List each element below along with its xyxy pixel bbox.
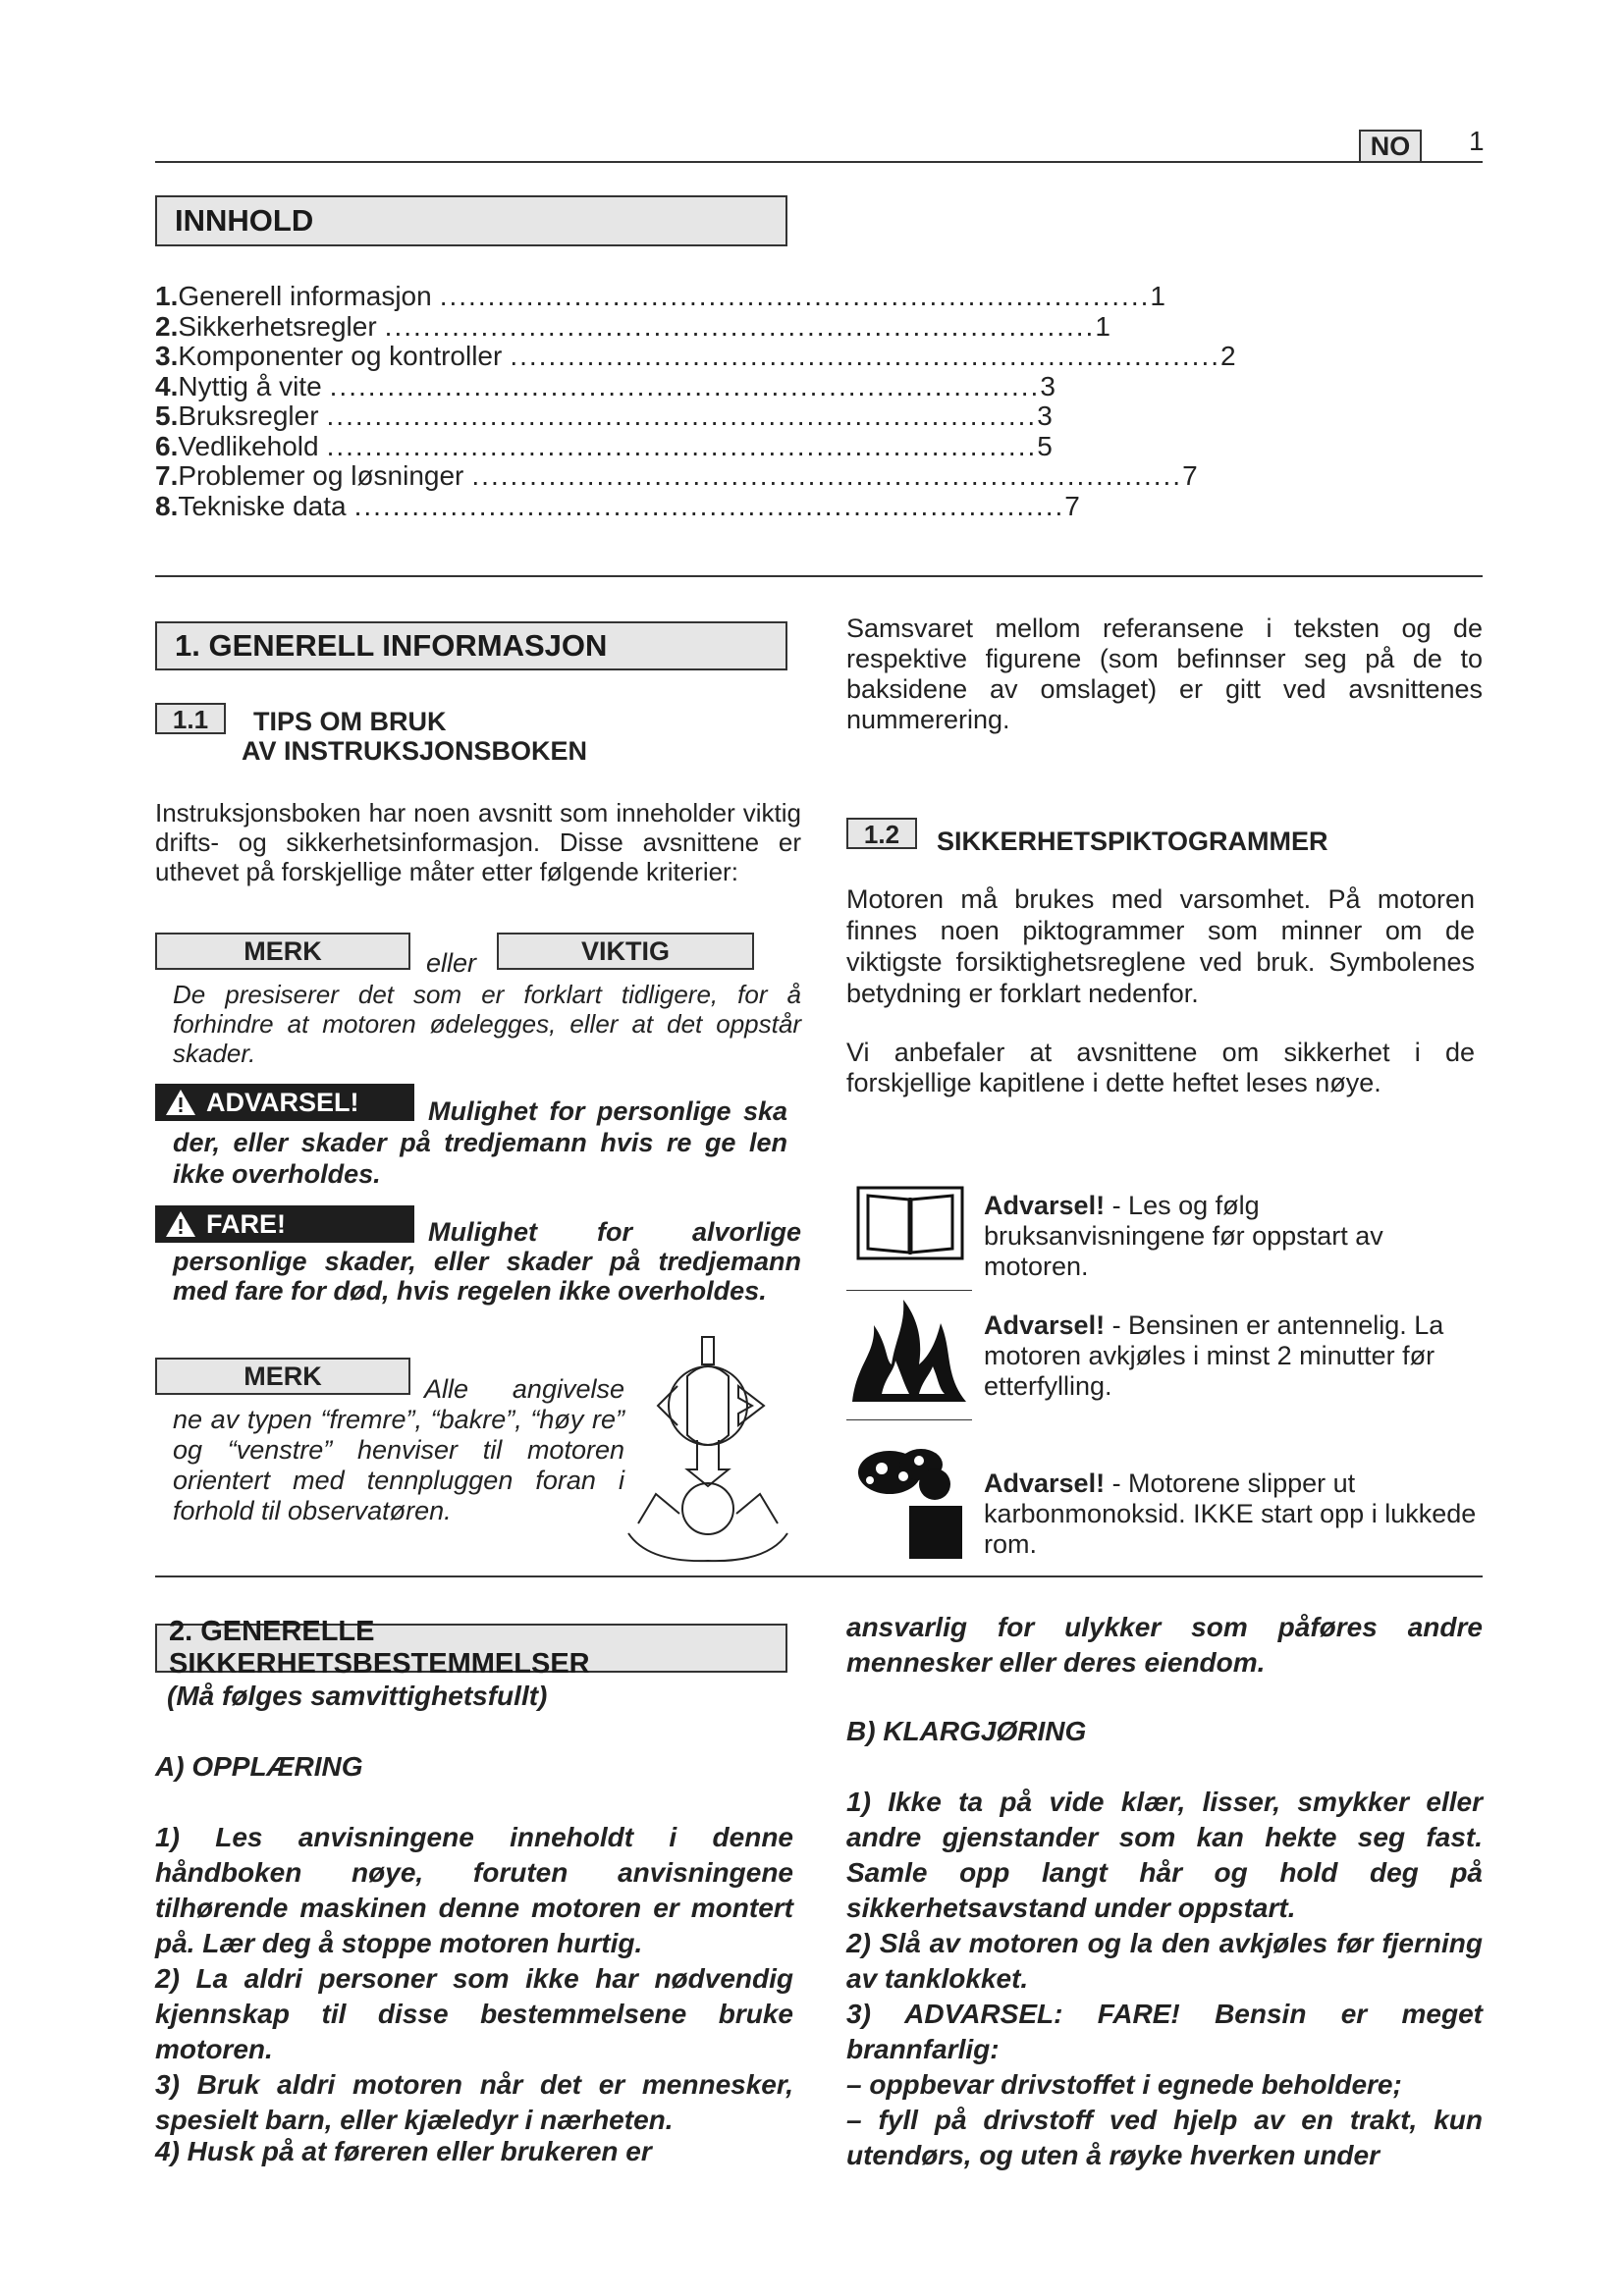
toc-item-label: Problemer og løsninger xyxy=(178,460,464,491)
toc-item-label: Bruksregler xyxy=(178,400,319,431)
pictogram-text-book xyxy=(984,1191,1483,1282)
header-rule xyxy=(155,161,1483,163)
toc-item-number: 3. xyxy=(155,341,179,371)
toc-leader-dots: .......................................................................... xyxy=(471,460,1183,491)
toc-item[interactable] xyxy=(155,310,1110,342)
merk2-label: MERK xyxy=(155,1358,410,1395)
language-badge: NO xyxy=(1359,130,1422,161)
toc-item-number: 4. xyxy=(155,370,179,401)
rule-a2: 2) La aldri personer som ikke har nødvendig kjennskap til disse bestemmelsene bruke motoren. xyxy=(155,1963,793,2064)
section-divider xyxy=(155,1575,1483,1577)
rule-a4: 4) Husk på at føreren eller brukeren er xyxy=(155,2136,652,2166)
safety-reading-advice: Vi anbefaler at avsnittene om sikkerhet i de forskjellige kapitlene i dette heftet leses nøye. xyxy=(846,1038,1475,1097)
toc-item[interactable] xyxy=(155,281,1165,311)
section-2-title: 2. GENERELLE SIKKERHETSBESTEMMELSER xyxy=(155,1624,787,1673)
heading-b-preparation: B) KLARGJØRING xyxy=(846,1716,1087,1746)
pictogram-text-exhaust xyxy=(984,1468,1483,1560)
section-divider xyxy=(155,575,1483,577)
merk-description: De presiserer det som er forklart tidligere, for å forhindre at motoren ødelegges, eller at det oppstår skader. xyxy=(173,980,801,1068)
toc-item-number: 7. xyxy=(155,460,179,491)
subsection-1-1-heading xyxy=(242,707,588,766)
orientation-note: Alle angivelse ne av typen “fremre”, “bakre”, “høy re” og “venstre” henviser til motoren orientert med tennpluggen foran i forhold til observatøren. xyxy=(173,1374,624,1525)
toc-item-page: 2 xyxy=(1220,341,1236,371)
toc-item[interactable] xyxy=(155,460,1198,491)
exhaust-person-icon xyxy=(852,1443,970,1561)
toc-leader-dots: .......................................................................... xyxy=(353,490,1065,521)
section-2-subtitle: (Må følges samvittighetsfullt) xyxy=(167,1681,548,1711)
table-of-contents xyxy=(155,281,1236,521)
pictogram-divider xyxy=(846,1290,972,1291)
toc-item-page: 1 xyxy=(1095,310,1110,342)
pictogram-divider xyxy=(846,1419,972,1420)
rule-b3a: – oppbevar drivstoffet i egnede beholdere; xyxy=(846,2069,1402,2100)
rule-b2: 2) Slå av motoren og la den avkjøles før fjerning av tanklokket. xyxy=(846,1928,1483,1994)
pictograms-intro: Motoren må brukes med varsomhet. På motoren finnes noen piktogrammer som minner om de viktigste forsiktighetsreglene ved bruk. Symbolenes betydning er forklart nedenfor. xyxy=(846,884,1475,1008)
toc-leader-dots: .......................................................................... xyxy=(510,341,1221,371)
pictogram-warning-word: Advarsel! xyxy=(984,1310,1106,1340)
rule-b3b: – fyll på drivstoff ved hjelp av en trakt, kun utendørs, og uten å røyke hverken under xyxy=(846,2105,1483,2170)
engine-orientation-icon xyxy=(619,1327,795,1563)
heading-a-training: A) OPPLÆRING xyxy=(155,1751,363,1782)
toc-item-page: 5 xyxy=(1037,430,1053,461)
toc-leader-dots: .......................................................................... xyxy=(439,281,1151,311)
toc-item-label: Sikkerhetsregler xyxy=(178,310,377,342)
figure-reference-paragraph: Samsvaret mellom referansene i teksten og de respektive figurene (som befinnser seg på de to baksidene av omslaget) er gitt ved avsnittenes nummerering. xyxy=(846,614,1483,734)
rule-a3: 3) Bruk aldri motoren når det er mennesker, spesielt barn, eller kjæledyr i nærheten. xyxy=(155,2069,793,2135)
advarsel-label-text: ADVARSEL! xyxy=(206,1087,359,1117)
toc-leader-dots: .......................................................................... xyxy=(326,430,1038,461)
page-number: 1 xyxy=(1469,126,1485,156)
toc-item-page: 1 xyxy=(1150,281,1165,311)
rule-a4-continued: ansvarlig for ulykker som påføres andre mennesker eller deres eiendom. xyxy=(846,1612,1483,1678)
toc-item[interactable] xyxy=(155,400,1053,431)
toc-item-number: 6. xyxy=(155,430,179,461)
book-icon xyxy=(856,1184,964,1262)
toc-item[interactable] xyxy=(155,430,1053,461)
toc-item-number: 2. xyxy=(155,310,179,342)
toc-leader-dots: .......................................................................... xyxy=(384,310,1096,342)
toc-item[interactable] xyxy=(155,370,1056,401)
rule-a1: 1) Les anvisningene inneholdt i denne håndboken nøye, foruten anvisningene tilhørende maskinen denne motoren er montert på. Lær deg å stoppe motoren hurtig. xyxy=(155,1822,793,1958)
toc-item[interactable] xyxy=(155,341,1236,371)
toc-item-page: 3 xyxy=(1040,370,1056,401)
viktig-label: VIKTIG xyxy=(497,933,754,970)
intro-paragraph: Instruksjonsboken har noen avsnitt som inneholder viktig drifts- og sikkerhetsinformasjon. Disse avsnittene er uthevet på forskjellige måter etter følgende kriterier: xyxy=(155,798,801,886)
toc-item-page: 7 xyxy=(1064,490,1080,521)
pictogram-text-flame xyxy=(984,1310,1483,1402)
pictogram-description: - Bensinen er antennelig. La motoren avkjøles i minst 2 minutter før etterfylling. xyxy=(984,1310,1444,1401)
toc-leader-dots: .......................................................................... xyxy=(326,400,1038,431)
pictogram-warning-word: Advarsel! xyxy=(984,1191,1106,1220)
toc-item-page: 3 xyxy=(1037,400,1053,431)
toc-item-label: Tekniske data xyxy=(178,490,347,521)
subsection-1-2-heading: SIKKERHETSPIKTOGRAMMER xyxy=(937,827,1328,856)
section-1-title: 1. GENERELL INFORMASJON xyxy=(155,621,787,670)
pictogram-description: - Motorene slipper ut karbonmonoksid. IKKE start opp i lukkede rom. xyxy=(984,1468,1477,1559)
toc-item-number: 5. xyxy=(155,400,179,431)
fare-label-text: FARE! xyxy=(206,1208,286,1239)
toc-item-number: 1. xyxy=(155,281,179,311)
heading-line: AV INSTRUKSJONSBOKEN xyxy=(242,736,588,766)
toc-item-label: Vedlikehold xyxy=(178,430,319,461)
eller-text: eller xyxy=(426,948,477,978)
toc-item-label: Generell informasjon xyxy=(178,281,432,311)
heading-line: TIPS OM BRUK xyxy=(253,707,447,736)
subsection-1-2-number: 1.2 xyxy=(846,818,917,849)
toc-item-page: 7 xyxy=(1182,460,1198,491)
toc-title: INNHOLD xyxy=(155,195,787,246)
flame-icon xyxy=(846,1296,972,1404)
rule-b3: 3) ADVARSEL: FARE! Bensin er meget brannfarlig: xyxy=(846,1999,1483,2064)
advarsel-description: Mulighet for personlige ska der, eller skader på tredjemann hvis re ge len ikke overholdes. xyxy=(173,1096,787,1189)
pictogram-description: - Les og følg bruksanvisningene før oppstart av motoren. xyxy=(984,1191,1383,1281)
rule-b1: 1) Ikke ta på vide klær, lisser, smykker eller andre gjenstander som kan hekte seg fast. Samle opp langt hår og hold deg på sikkerhetsavstand under oppstart. xyxy=(846,1787,1483,1923)
toc-item-label: Komponenter og kontroller xyxy=(178,341,503,371)
toc-item-label: Nyttig å vite xyxy=(178,370,322,401)
fare-description: Mulighet for alvorlige personlige skader, eller skader på tredjemann med fare for død, hvis regelen ikke overholdes. xyxy=(173,1217,801,1306)
toc-item-number: 8. xyxy=(155,490,179,521)
subsection-1-1-number: 1.1 xyxy=(155,703,226,734)
toc-item[interactable] xyxy=(155,490,1080,521)
pictogram-warning-word: Advarsel! xyxy=(984,1468,1106,1498)
toc-leader-dots: .......................................................................... xyxy=(329,370,1041,401)
merk-label: MERK xyxy=(155,933,410,970)
